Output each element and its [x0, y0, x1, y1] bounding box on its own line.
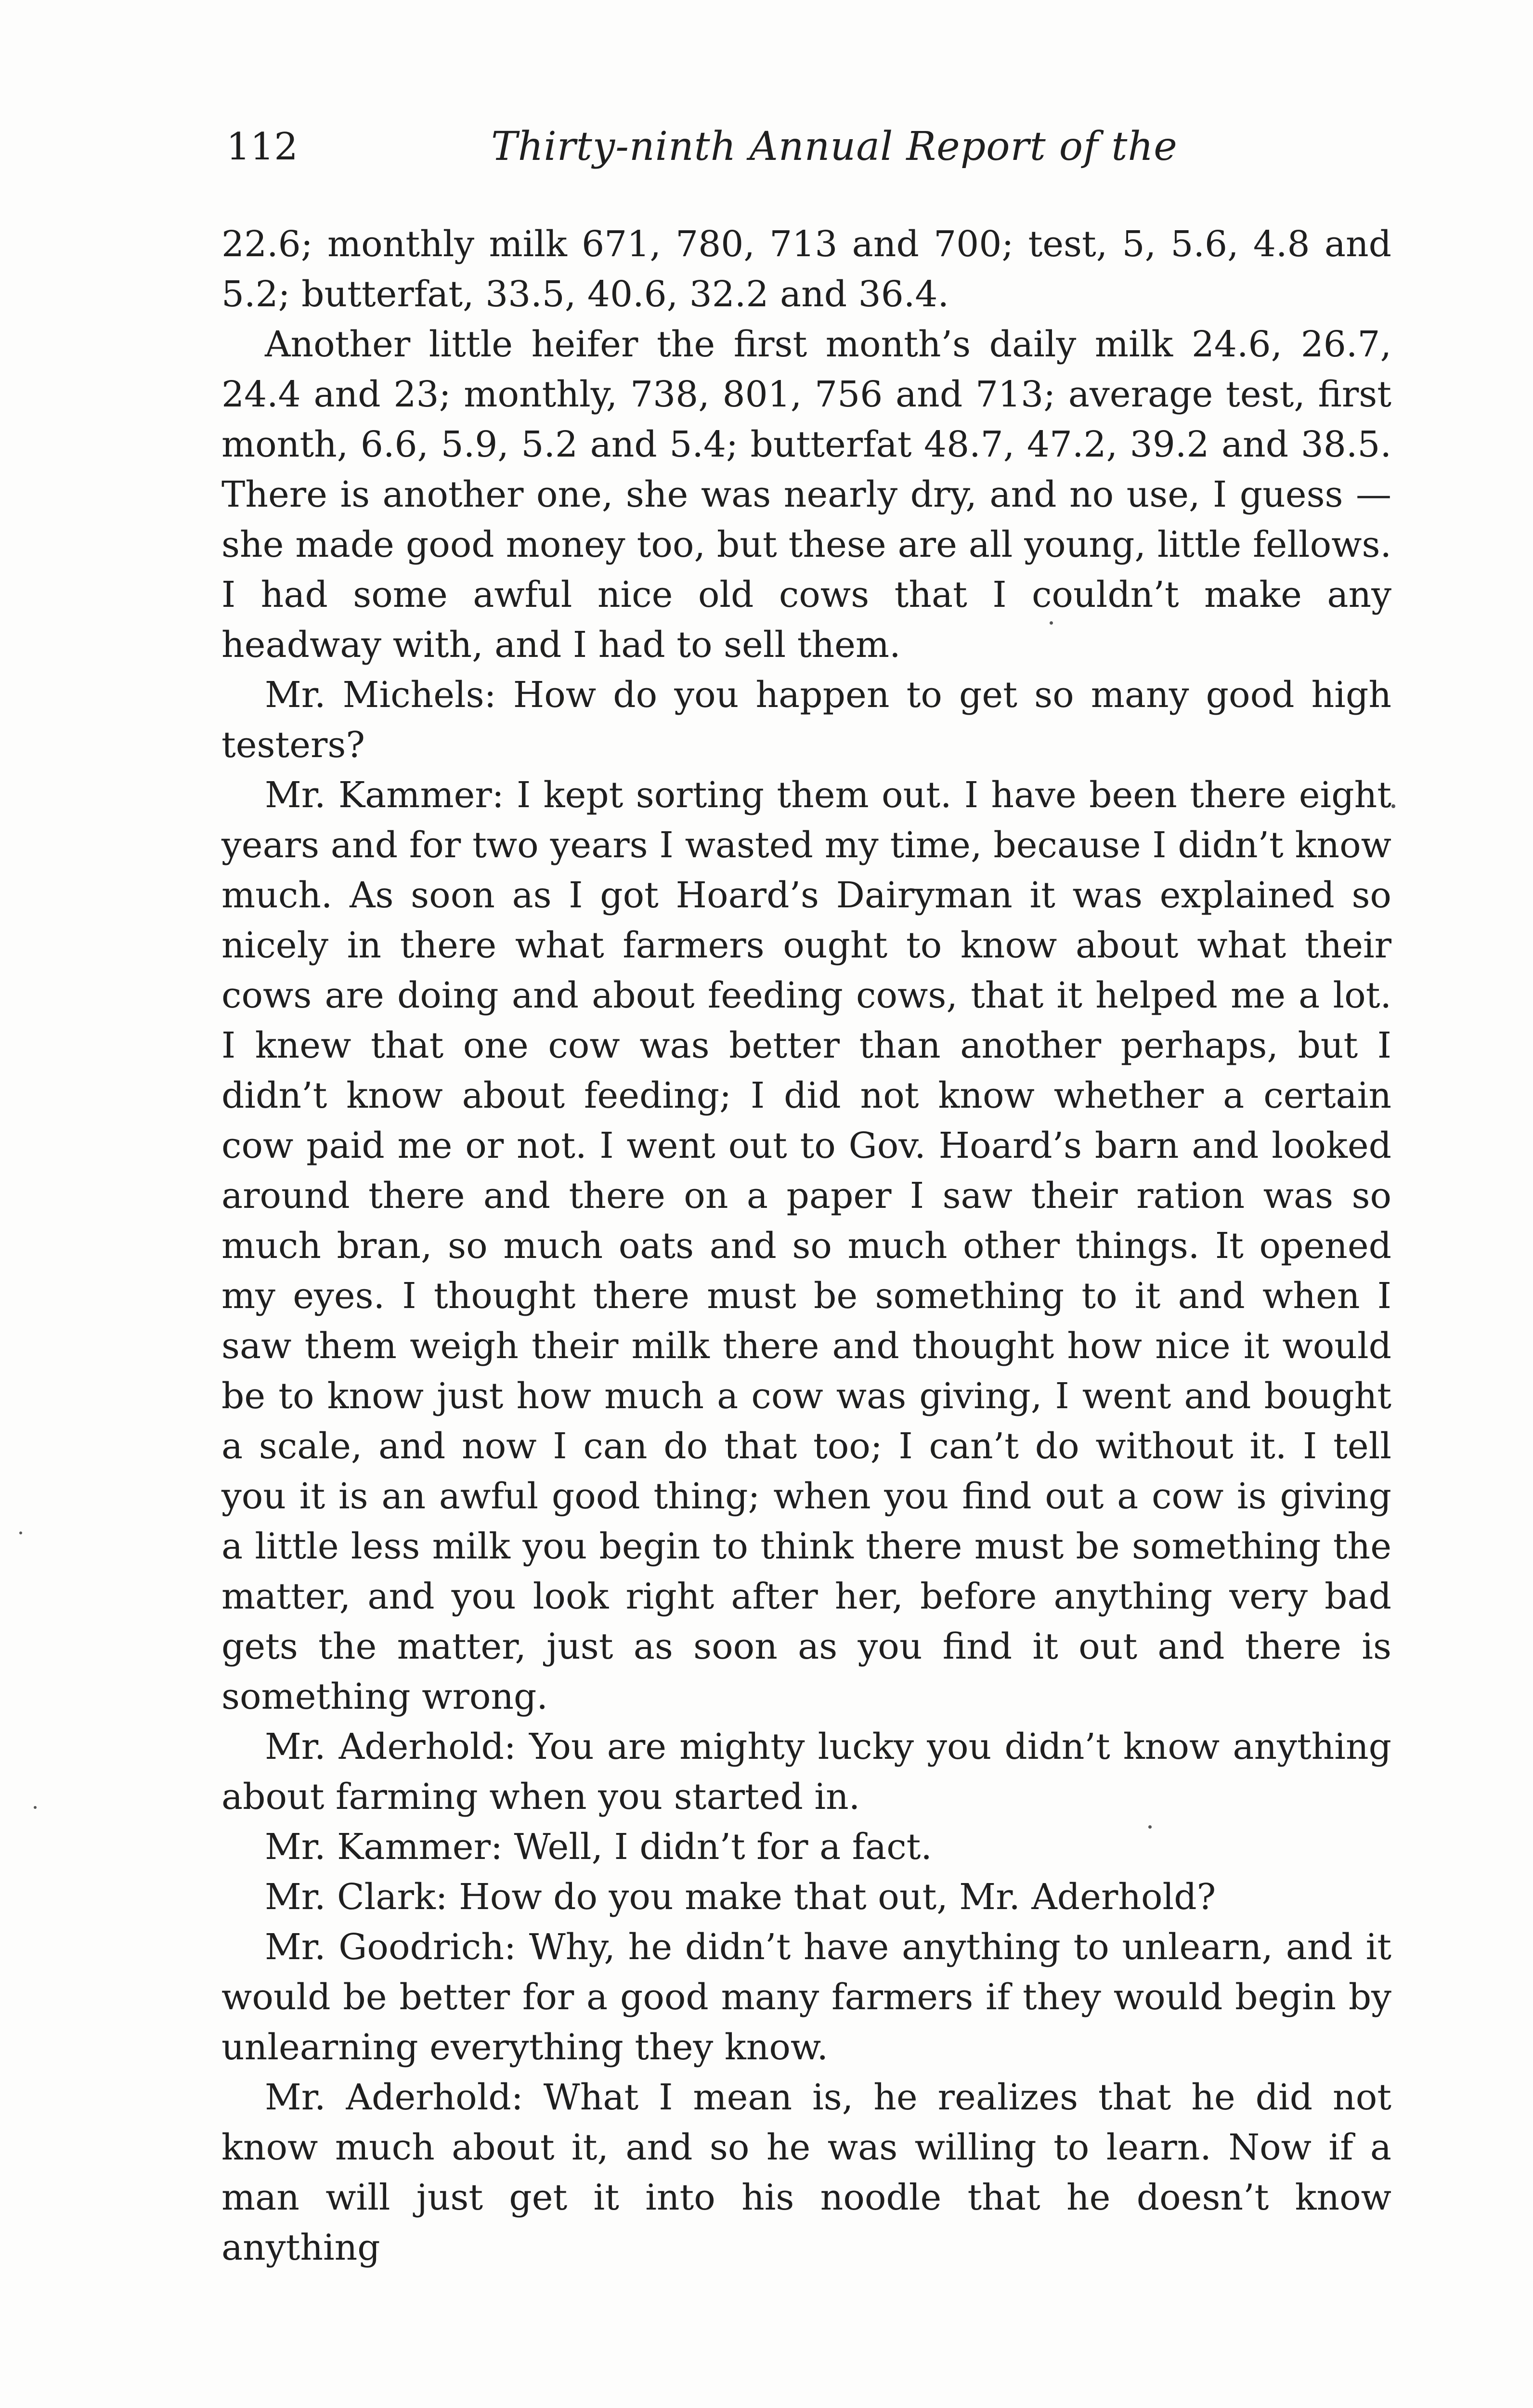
paragraph-text: Why, he didn’t have anything to unlearn, and it would be better for a good many farmers if they would begin by unlearning everything they know. [221, 1926, 1391, 2068]
scan-speck [19, 1531, 22, 1534]
paragraph-text: Another little heifer the first month’s daily milk 24.6, 26.7, 24.4 and 23; monthly, 738, 801, 756 and 713; average test, first month, 6.6, 5.9, 5.2 and 5.4; butterfat 48.7, 47.2, 39.2 and 38.5. There is another one, she was nearly dry, and no use, I guess —she made good money too, but these are all young, little fellows. I had some awful nice old cows that I couldn’t make any headway with, and I had to sell them. [221, 324, 1391, 666]
speaker-label: Mr. Kammer: [265, 774, 504, 816]
running-head: Thirty-ninth Annual Report of the [491, 124, 1178, 170]
paragraph-text: You are mighty lucky you didn’t know anything about farming when you started in. [221, 1726, 1392, 1818]
speaker-label: Mr. Michels: [265, 674, 496, 716]
paragraph-text: I kept sorting them out. I have been there eight years and for two years I wasted my time, because I didn’t know much. As soon as I got Hoard’s Dairyman it was explained so nicely in there what farmers ought to know about what their cows are doing and about feeding cows, that it helped me a lot. I knew that one cow was better than another perhaps, but I didn’t know about feeding; I did not know whether a certain cow paid me or not. I went out to Gov. Hoard’s barn and looked around there and there on a paper I saw their ration was so much bran, so much oats and so much other things. It opened my eyes. I thought there must be something to it and when I saw them weigh their milk there and thought how nice it would be to know just how much a cow was giving, I went and bought a scale, and now I can do that too; I can’t do without it. I tell you it is an awful good thing; when you find out a cow is giving a little less milk you begin to think there must be something the matter, and you look right after her, before anything very bad gets the matter, just as soon as you find it out and there is something wrong. [221, 774, 1391, 1717]
speaker-label: Mr. Aderhold: [265, 1726, 516, 1767]
speaker-label: Mr. Clark: [265, 1876, 448, 1918]
scan-speck [1148, 1825, 1152, 1829]
paragraph-1 [221, 219, 1391, 319]
paragraph-4 [221, 770, 1391, 1722]
paragraph-text: Well, I didn’t for a fact. [514, 1826, 932, 1868]
body-text [221, 219, 1391, 2273]
paragraph-6 [221, 1822, 1391, 1872]
paragraph-3 [221, 670, 1391, 770]
paragraph-8 [221, 1922, 1391, 2072]
paragraph-text: How do you make that out, Mr. Aderhold? [459, 1876, 1216, 1918]
paragraph-text: 22.6; monthly milk 671, 780, 713 and 700; test, 5, 5.6, 4.8 and 5.2; butterfat, 33.5, 40.6, 32.2 and 36.4. [221, 223, 1391, 315]
paragraph-2 [221, 319, 1391, 670]
paragraph-5 [221, 1722, 1391, 1822]
page-number: 112 [226, 125, 298, 169]
paragraph-9 [221, 2072, 1391, 2273]
paragraph-text: How do you happen to get so many good high testers? [221, 674, 1391, 766]
speaker-label: Mr. Goodrich: [265, 1926, 516, 1968]
paragraph-7 [221, 1872, 1391, 1922]
page-header [226, 111, 1382, 183]
scan-speck [1391, 804, 1395, 808]
speaker-label: Mr. Kammer: [265, 1826, 503, 1868]
scan-speck [34, 1806, 37, 1809]
paragraph-text: What I mean is, he realizes that he did not know much about it, and so he was willing to learn. Now if a man will just get it into his noodle that he doesn’t know anything [221, 2077, 1391, 2268]
scan-speck [1050, 621, 1053, 625]
speaker-label: Mr. Aderhold: [265, 2077, 523, 2118]
